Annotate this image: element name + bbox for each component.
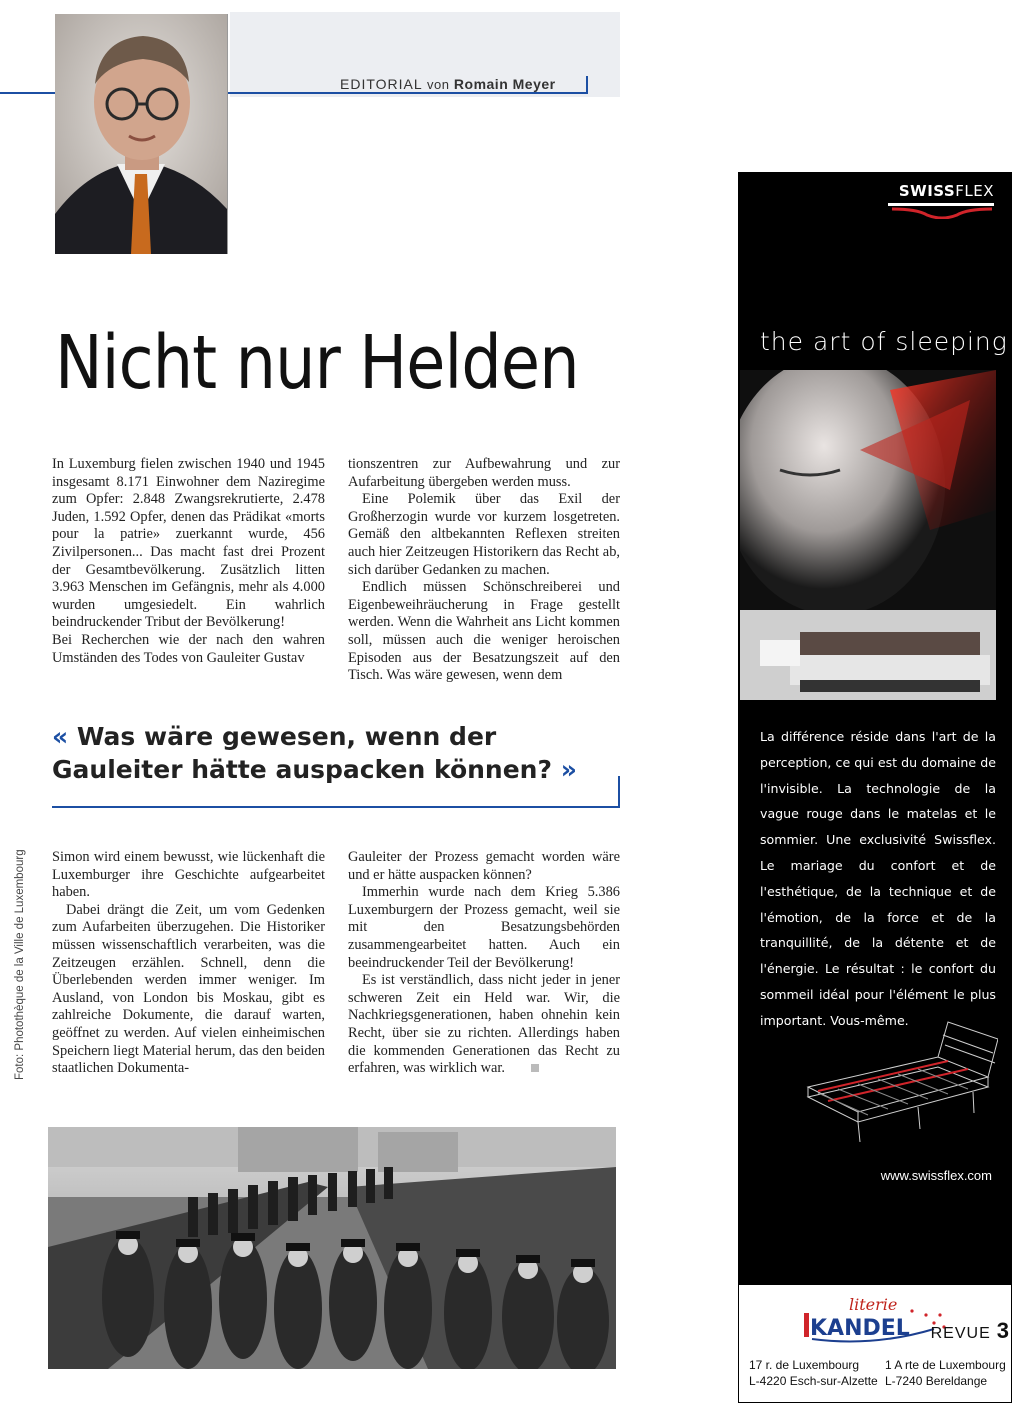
paragraph: Bei Recherchen wie der nach den wahren Umständen des Todes von Gauleiter Gustav — [52, 631, 325, 666]
address-line: L-7240 Bereldange — [885, 1374, 988, 1388]
header-tick — [586, 76, 588, 94]
end-mark-icon — [531, 1064, 539, 1072]
column-2-top — [348, 456, 620, 685]
close-quote-mark: » — [560, 755, 577, 784]
quote-tick — [618, 776, 620, 808]
paragraph: Immerhin wurde nach dem Krieg 5.386 Luxemburgern der Prozess gemacht, weil sie mit den Besatzungsbehörden zusammengearbeitet hatten. Auch ein beeindruckender Teil der Bevölkerung! — [348, 884, 620, 971]
address-line: 1 A rte de Luxembourg — [885, 1358, 1006, 1372]
dealer-address-esch — [749, 1357, 878, 1389]
section-label — [340, 76, 556, 92]
page-footer — [931, 1318, 1010, 1344]
photo-credit — [14, 850, 30, 1080]
open-quote-mark: « — [52, 722, 69, 751]
paragraph: Dabei drängt die Zeit, um vom Gedenken zum Aufarbeiten überzugehen. Die Historiker müssen wissenschaftlich verarbeiten, was die Zeitzeugen erzählen. Schnell, denn die Überlebenden werden immer weniger. Im Ausland, von London bis Moskau, gibt es zahlreiche Dokumente, die darauf warten, geöffnet zu werden. Auf vielen einheimischen Speichern liegt Material herum, das den beiden staatlichen Dokumenta- — [52, 901, 325, 1077]
paragraph — [348, 972, 620, 1078]
paragraph: In Luxemburg fielen zwischen 1940 und 1945 insgesamt 8.171 Einwohner dem Naziregime zum Opfer: 2.848 Zwangsrekrutierte, 2.478 Juden, 1.592 Opfer, denen das Prädikat «morts pour la patrie» zuerkannt wurde, 456 Zivilpersonen... Das macht fast drei Prozent der Gesamtbevölkerung. Zusätzlich litten 3.963 Menschen im Gefängnis, mehr als 4.000 wurden umgesiedelt. Ein wahrlich beindruckender Tribut der Bevölkerung! — [52, 456, 325, 631]
ad-tagline: the art of sleeping — [760, 327, 1008, 356]
author-name: Romain Meyer — [453, 76, 556, 92]
column-1-bottom — [52, 849, 325, 1078]
quote-rule — [52, 806, 620, 808]
page-number: 3 — [996, 1318, 1010, 1343]
logo-script-text: literie — [849, 1295, 898, 1314]
logo-rule — [888, 203, 994, 206]
paragraph: Simon wird einem bewusst, wie lückenhaft die Luxemburger ihre Geschichte aufgearbeitet haben. — [52, 849, 325, 901]
ad-photo — [740, 370, 996, 700]
paragraph: tionszentren zur Aufbewahrung und zur Aufarbeitung übergeben werden muss. — [348, 456, 620, 490]
column-1-top — [52, 456, 325, 667]
ad-website-link[interactable]: www.swissflex.com — [880, 1168, 992, 1183]
historical-photo — [48, 1127, 616, 1369]
brand-part: FLEX — [955, 182, 994, 200]
photo-credit-text: Foto: Photothèque de la Ville de Luxembourg — [14, 849, 26, 1080]
ad-copy: La différence réside dans l'art de la perception, ce qui est du domaine de l'invisible. La technologie de la vague rouge dans le matelas et le sommier. Une exclusivité Swissflex. Le mariage du confort et de l'esthétique, de la technique et de l'émotion, de la force et de la tranquillité, de la détente et de l'énergie. Le résultat : le confort du sommeil idéal pour l'élément le plus important. Vous-même. — [760, 729, 996, 1028]
address-line: 17 r. de Luxembourg — [749, 1358, 860, 1372]
header-rule — [228, 92, 588, 94]
article-title: Nicht nur Helden — [55, 320, 579, 406]
bed-frame-illustration — [798, 1017, 998, 1147]
swissflex-logo — [899, 182, 994, 200]
paragraph: Eine Polemik über das Exil der Großherzogin wurde vor kurzem losgetreten. Gemäß den altbekannten Reflexen streiten auch hier Zeitzeugen Historikern das Recht ab, sich darüber Gedanken zu machen. — [348, 491, 620, 578]
section-name: EDITORIAL — [340, 76, 423, 92]
logo-name-text: KANDEL — [810, 1316, 910, 1341]
paragraph-text: Es ist verständlich, dass nicht jeder in jener schweren Zeit ein Held war. Wir, die Nachkriegsgenerationen, haben ohnehin kein Recht, über sie zu richten. Allerdings haben die kommenden Generationen das Recht zu erfahren, was wirklich war. — [348, 972, 620, 1077]
header-rule — [0, 92, 58, 94]
byline-prefix: von — [427, 77, 450, 92]
pull-quote-text: Was wäre gewesen, wenn der Gauleiter hätte auspacken können? — [52, 722, 552, 784]
pull-quote — [52, 720, 612, 786]
red-wave-icon — [892, 207, 992, 219]
column-2-bottom — [348, 849, 620, 1078]
author-portrait — [55, 14, 228, 254]
paragraph: Endlich müssen Schönschreiberei und Eigenbeweihräucherung in Frage gestellt werden. Wenn die Wahrheit ans Licht kommen soll, müssen auch die weniger heroischen Episoden aus der Besatzungszeit auf den Tisch. Was wäre gewesen, wenn dem — [348, 579, 620, 684]
dealer-address-bereldange — [885, 1357, 1006, 1389]
brand-part: SWISS — [898, 182, 956, 200]
address-line: L-4220 Esch-sur-Alzette — [749, 1374, 878, 1388]
magazine-name: REVUE — [930, 1325, 991, 1342]
paragraph: Gauleiter der Prozess gemacht worden wäre und er hätte auspacken können? — [348, 849, 620, 883]
